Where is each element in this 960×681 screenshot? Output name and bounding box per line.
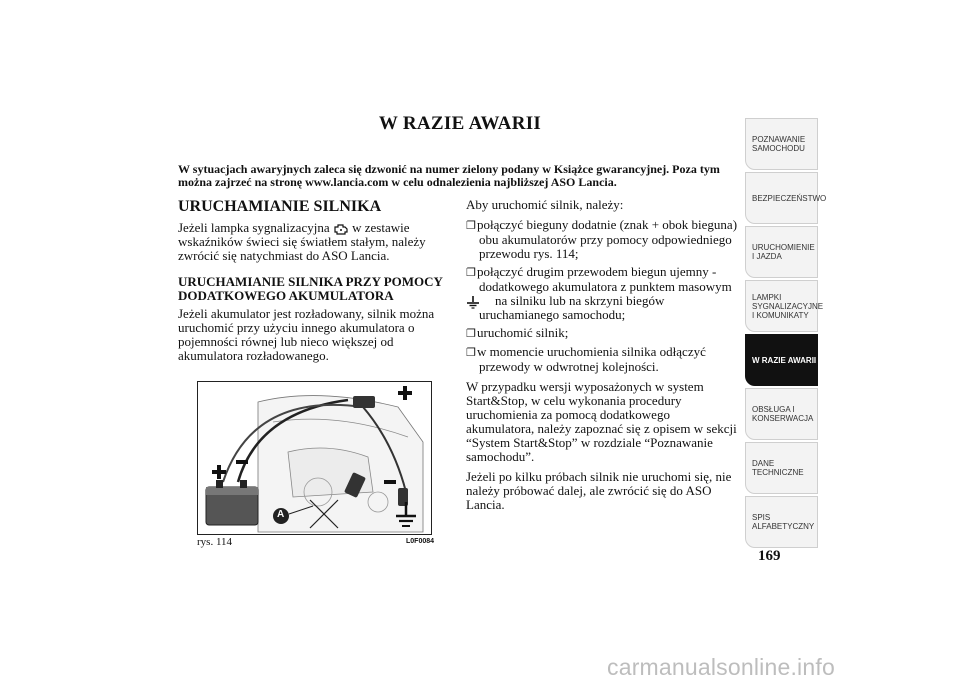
sidebar-item-label: URUCHOMIENIE I JAZDA: [752, 243, 815, 261]
left-column: [178, 198, 453, 369]
sidebar-item-label: BEZPIECZEŃSTWO: [752, 193, 827, 203]
paragraph-text-b: w zestawie wskaźników świeci się światłem stałym, należy zwrócić się natychmiast do ASO Lancia.: [178, 220, 426, 264]
watermark-text: carmanualsonline.info: [607, 654, 835, 680]
sidebar-item-obsluga[interactable]: [745, 388, 818, 440]
step-text: na silniku lub na skrzyni biegów uruchamianego samochodu;: [479, 293, 665, 323]
sidebar-item-label: LAMPKI SYGNALIZACYJNE I KOMUNIKATY: [752, 292, 824, 320]
sidebar-item-label: OBSŁUGA I KONSERWACJA: [752, 405, 814, 423]
page-number: 169: [758, 548, 781, 564]
retry-paragraph: Jeżeli po kilku próbach silnik nie uruchomi się, nie należy próbować dalej, ale zwrócić się do ASO Lancia.: [466, 469, 732, 513]
subsection-heading: URUCHAMIANIE SILNIKA PRZY POMOCY DODATKOWEGO AKUMULATORA: [178, 274, 443, 304]
sidebar-item-label: SPIS ALFABETYCZNY: [752, 513, 815, 531]
sidebar-item-label: POZNAWANIE SAMOCHODU: [752, 135, 806, 153]
chapter-sidebar: [745, 118, 827, 550]
right-column: [466, 198, 738, 518]
checkbox-bullet-icon: ❐: [466, 220, 476, 232]
figure-label-a: A: [277, 509, 285, 520]
start-stop-paragraph: W przypadku wersji wyposażonych w system Start&Stop, w celu wykonania procedury uruchomienia za pomocą dodatkowego akumulatora, należy zapoznać się z opisem w sekcji “System Start&Stop” w rozdziale “Poznawanie samochodu”.: [466, 379, 737, 465]
step-text: w momencie uruchomienia silnika odłączyć przewody w odwrotnej kolejności.: [477, 344, 706, 375]
page-title: W RAZIE AWARII: [378, 113, 542, 134]
sidebar-item-poznawanie[interactable]: [745, 118, 818, 170]
step-text: uruchomić silnik;: [477, 325, 569, 341]
checkbox-bullet-icon: ❐: [466, 267, 476, 279]
list-item: [466, 218, 738, 261]
sidebar-item-lampki[interactable]: [745, 280, 824, 332]
sidebar-item-bezpieczenstwo[interactable]: [745, 172, 827, 224]
list-item: [466, 326, 738, 341]
figure-code: L0F0084: [406, 538, 435, 545]
intro-text: W sytuacjach awaryjnych zaleca się dzwonić na numer zielony podany w Książce gwarancyjnej. Poza tym można zajrzeć na stronę www.lancia.com w celu odnalezienia najbliższej ASO Lancia.: [178, 162, 720, 189]
sidebar-item-w-razie-awarii[interactable]: [745, 334, 818, 386]
step-text: połączyć bieguny dodatnie (znak + obok bieguna) obu akumulatorów przy pomocy odpowiedniego przewodu rys. 114;: [477, 217, 738, 261]
jump-start-figure: [197, 381, 432, 535]
sidebar-item-uruchomienie[interactable]: [745, 226, 818, 278]
checkbox-bullet-icon: ❐: [466, 347, 476, 360]
jump-start-illustration: [198, 382, 431, 534]
steps-lead: Aby uruchomić silnik, należy:: [466, 197, 624, 212]
step-text: połączyć drugim przewodem biegun ujemny - dodatkowego akumulatora z punktem masowym: [477, 264, 732, 294]
figure-caption: rys. 114: [197, 536, 233, 548]
section-heading: URUCHAMIANIE SILNIKA: [178, 198, 382, 215]
list-item: [466, 265, 738, 322]
sidebar-item-dane[interactable]: [745, 442, 818, 494]
list-item: [466, 345, 738, 374]
sidebar-item-label: W RAZIE AWARII: [752, 355, 817, 365]
battery-paragraph: Jeżeli akumulator jest rozładowany, silnik można uruchomić przy użyciu innego akumulatora o pojemności równej lub nieco większej od akumulatora rozładowanego.: [178, 306, 435, 364]
engine-warning-paragraph: [178, 221, 453, 263]
steps-list: [466, 218, 738, 374]
sidebar-item-label: DANE TECHNICZNE: [752, 459, 804, 477]
paragraph-text-a: Jeżeli lampka sygnalizacyjna: [178, 220, 330, 235]
checkbox-bullet-icon: ❐: [466, 328, 476, 341]
sidebar-item-spis[interactable]: [745, 496, 818, 548]
